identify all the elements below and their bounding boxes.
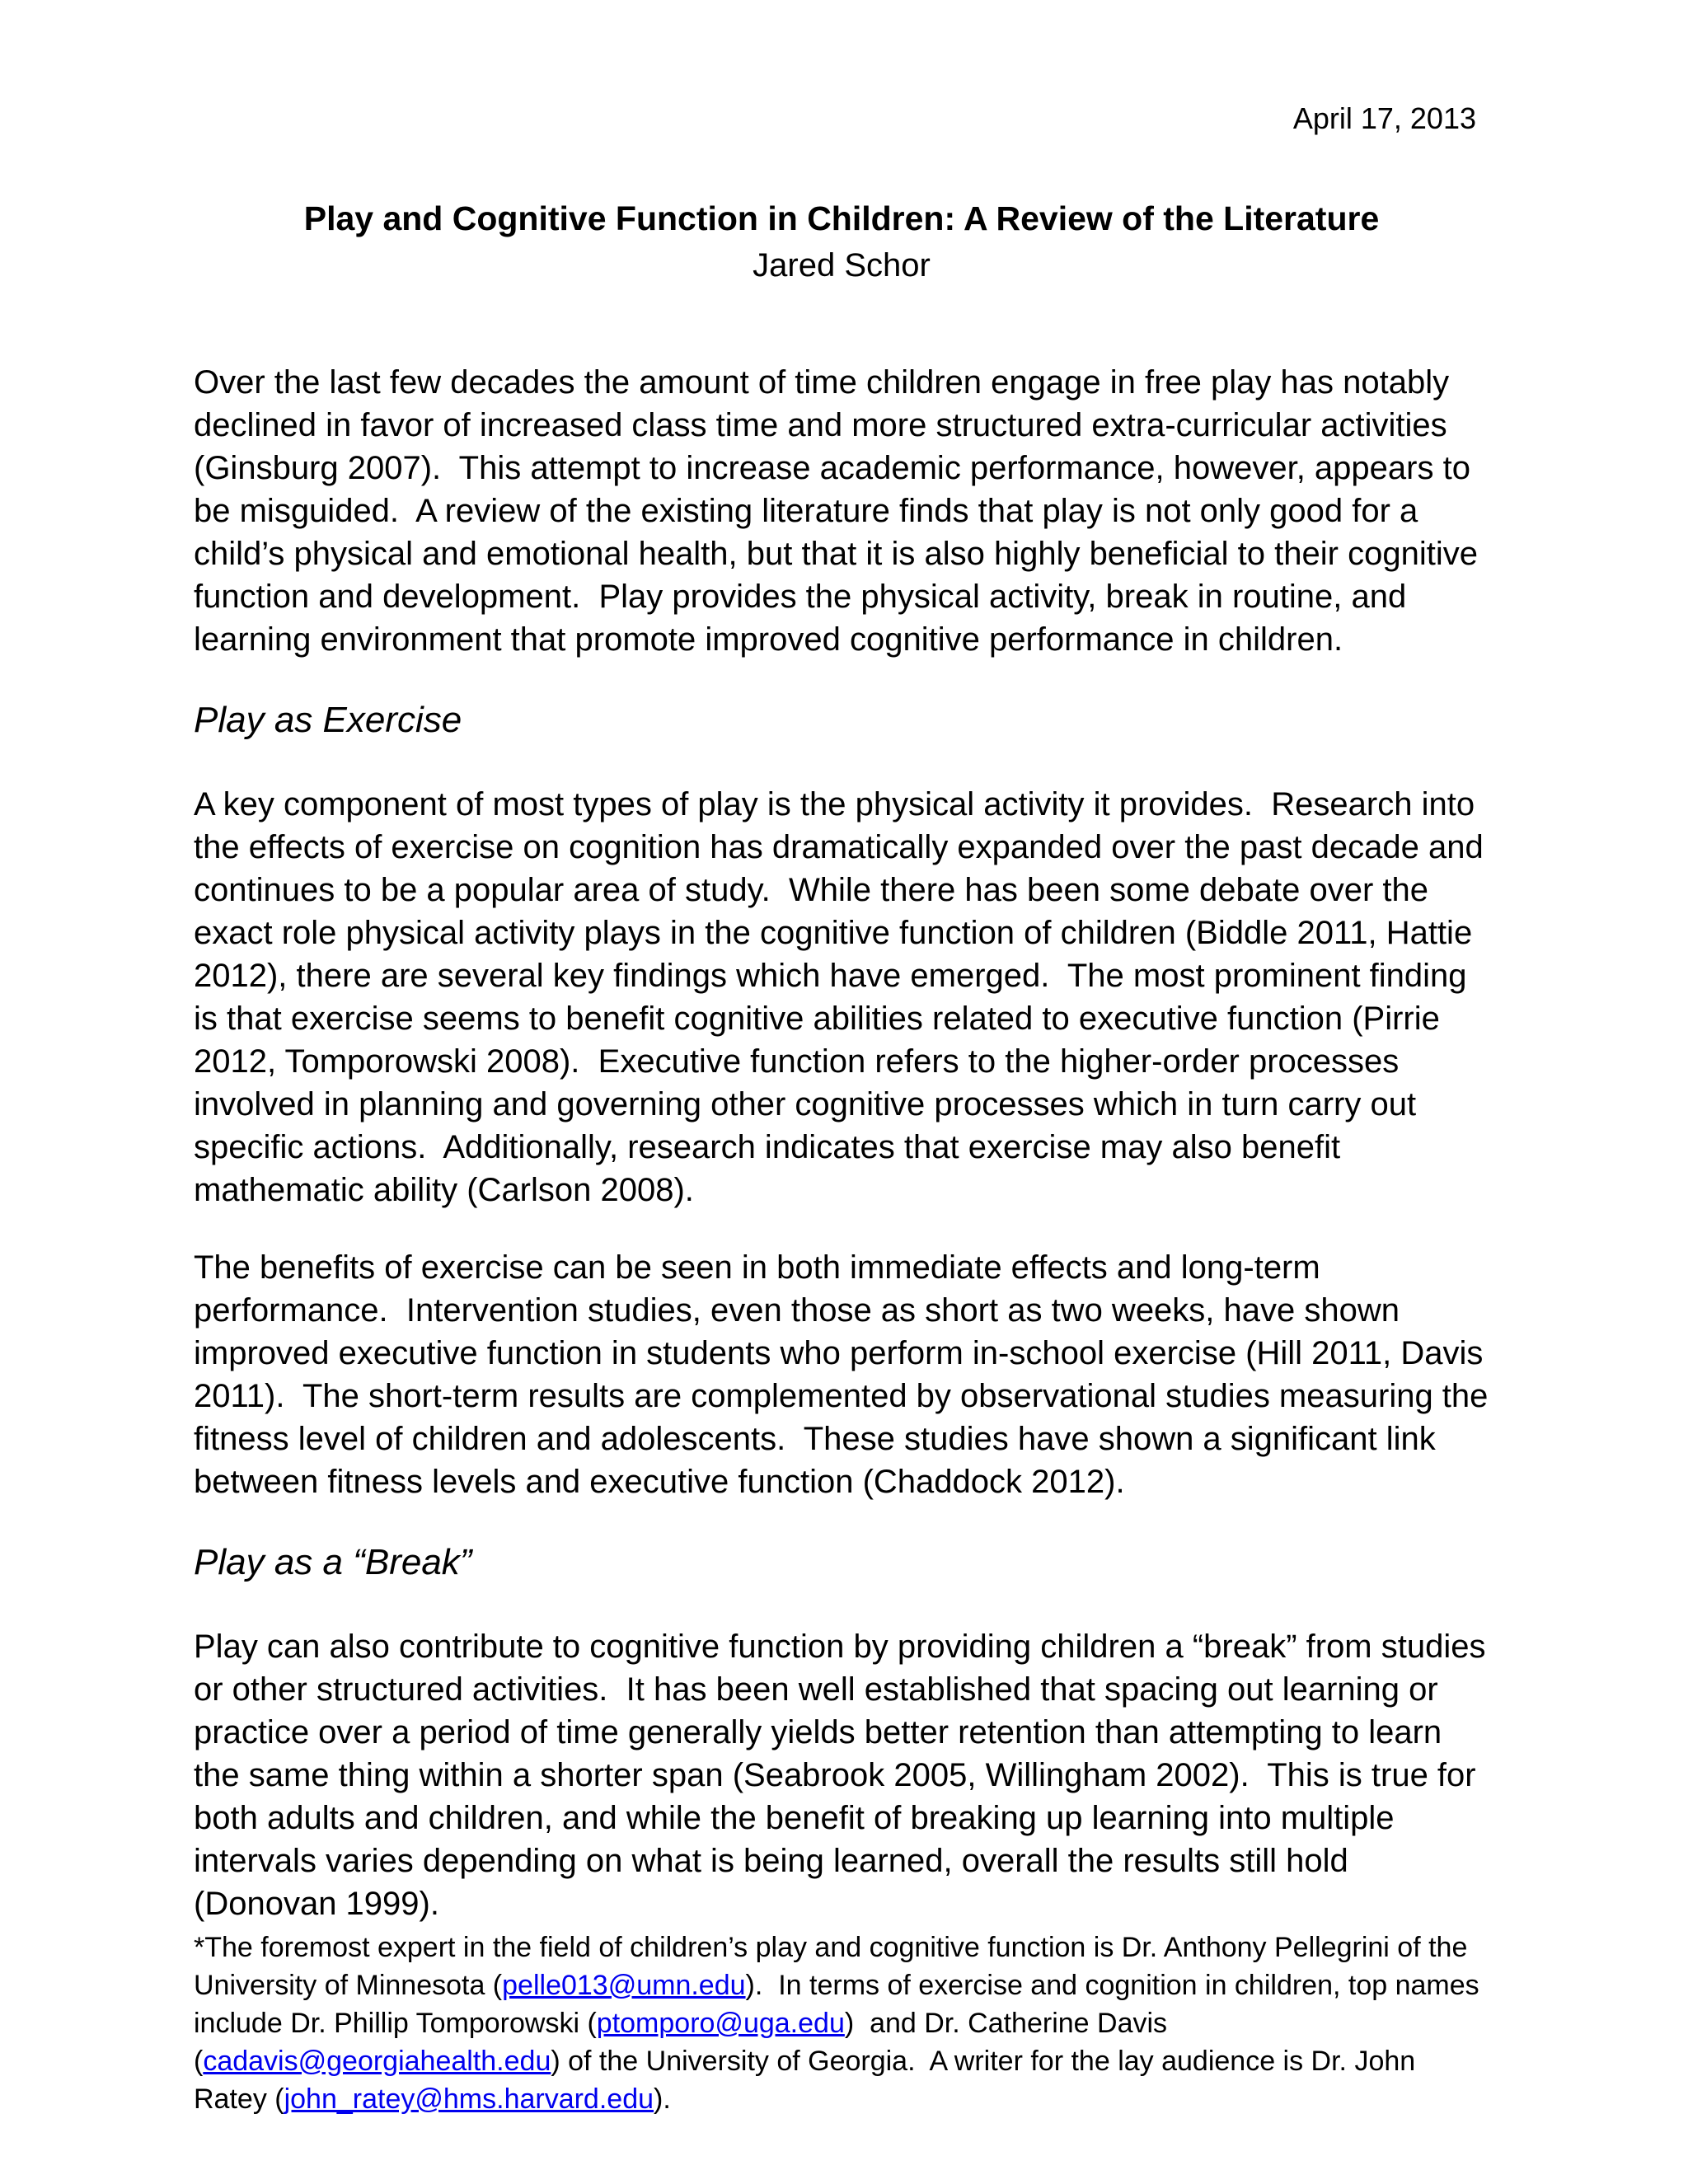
paragraph-exercise-evidence: The benefits of exercise can be seen in both immediate effects and long-term performance. Intervention studies, even those as short as two weeks, have shown improved executive function in students who perform in-school exercise (Hill 2011, Davis 2011). The short-term results are complemented by observational studies measuring the fitness level of children and adolescents. These studies have shown a significant link between fitness levels and executive function (Chaddock 2012). [194, 1249, 1498, 1500]
email-link-cadavis[interactable]: cadavis@georgiahealth.edu [203, 2046, 551, 2077]
footnote-text: ). In terms of exercise and cognition in children, top names include Dr. Phillip Tomporowski ( [194, 1970, 1488, 2039]
email-link-ptomporo[interactable]: ptomporo@uga.edu [596, 2008, 845, 2039]
footnote-text: ) of the University of Georgia. A writer for the lay audience is Dr. John Ratey ( [194, 2046, 1423, 2115]
section-heading-play-as-exercise: Play as Exercise [194, 700, 462, 740]
footnote-text: *The foremost expert in the field of children’s play and cognitive function is Dr. Anthony Pellegrini of the University of Minnesota ( [194, 1932, 1475, 2001]
document-title: Play and Cognitive Function in Children: A Review of the Literature [303, 199, 1380, 237]
document-author: Jared Schor [753, 247, 931, 284]
paragraph-exercise-benefits: A key component of most types of play is the physical activity it provides. Research into the effects of exercise on cognition has dramatically expanded over the past decade and continues to be a popular area of study. While there has been some debate over the exact role physical activity plays in the cognitive function of children (Biddle 2011, Hattie 2012), there are several key findings which have emerged. The most prominent finding is that exercise seems to benefit cognitive abilities related to executive function (Pirrie 2012, Tomporowski 2008). Executive function refers to the higher-order processes involved in planning and governing other cognitive processes which in turn carry out specific actions. Additionally, research indicates that exercise may also benefit mathematic ability (Carlson 2008). [194, 786, 1493, 1208]
footnote-text: ) and Dr. Catherine Davis ( [194, 2008, 1175, 2077]
footnote-text: ). [654, 2083, 671, 2115]
footnote [194, 1929, 1489, 2118]
email-link-john-ratey[interactable]: john_ratey@hms.harvard.edu [284, 2083, 654, 2115]
paragraph-break: Play can also contribute to cognitive function by providing children a “break” from studies or other structured activities. It has been well established that spacing out learning or practice over a period of time generally yields better retention than attempting to learn the same thing within a shorter span (Seabrook 2005, Willingham 2002). This is true for both adults and children, and while the benefit of breaking up learning into multiple intervals varies depending on what is being learned, overall the results still hold (Donovan 1999). [194, 1629, 1495, 1922]
paragraph-intro: Over the last few decades the amount of time children engage in free play has notably declined in favor of increased class time and more structured extra-curricular activities (Ginsburg 2007). This attempt to increase academic performance, however, appears to be misguided. A review of the existing literature finds that play is not only good for a child’s physical and emotional health, but that it is also highly beneficial to their cognitive function and development. Play provides the physical activity, break in routine, and learning environment that promote improved cognitive performance in children. [194, 364, 1488, 658]
document-date: April 17, 2013 [1292, 101, 1476, 135]
section-heading-play-as-break: Play as a “Break” [194, 1542, 472, 1582]
email-link-pelle013[interactable]: pelle013@umn.edu [502, 1970, 746, 2001]
